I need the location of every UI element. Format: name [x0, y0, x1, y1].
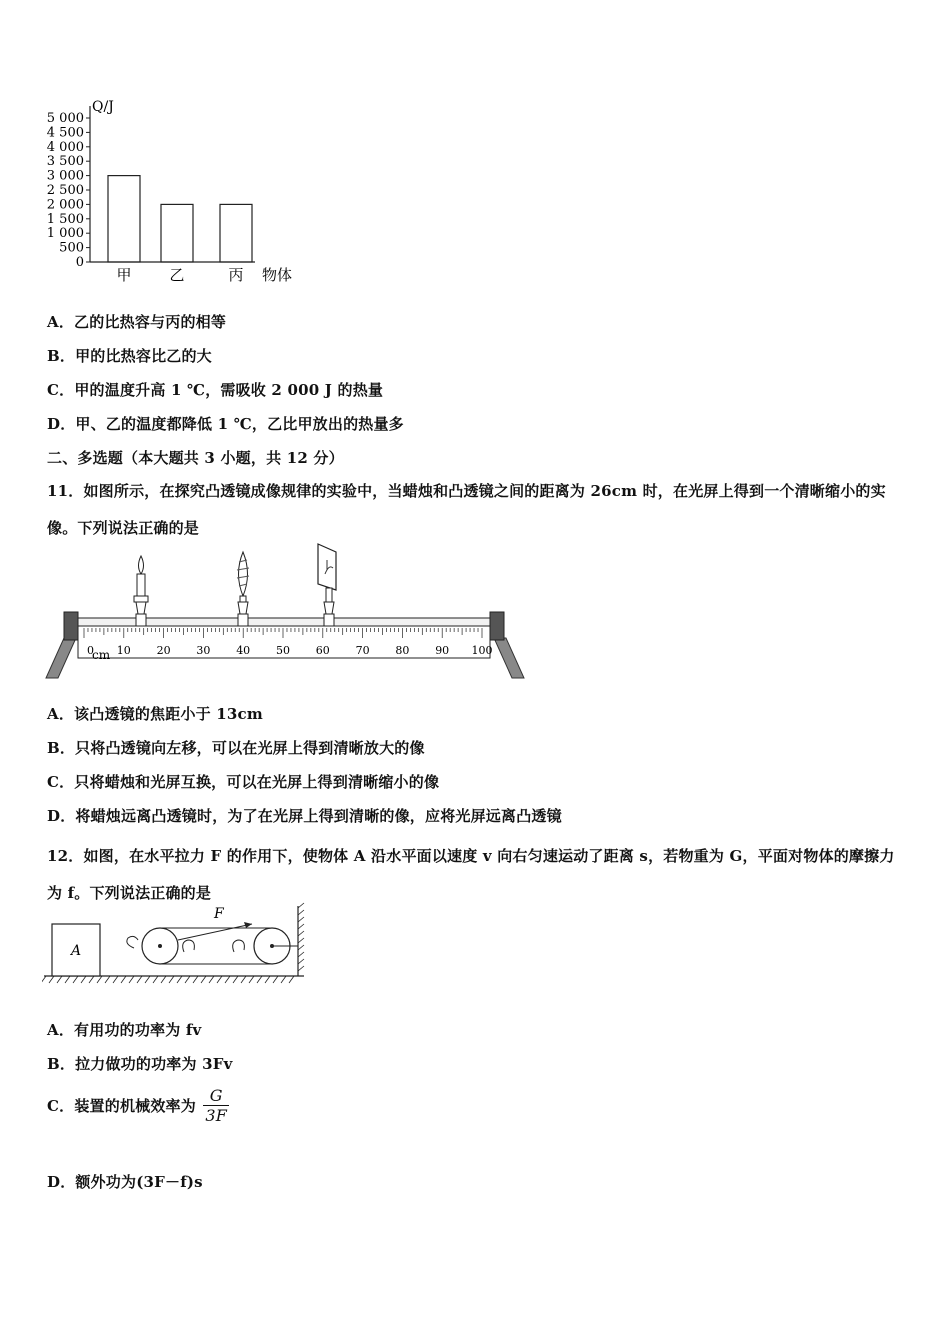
- pulley-figure: [42, 900, 308, 990]
- q11-option-c: C．只将蜡烛和光屏互换，可以在光屏上得到清晰缩小的像: [47, 773, 440, 791]
- q10-option-b: B．甲的比热容比乙的大: [47, 347, 212, 365]
- fraction-numerator: G: [203, 1086, 229, 1106]
- q12-option-c-text: C．装置的机械效率为: [47, 1097, 196, 1115]
- ruler-label: 80: [395, 644, 410, 657]
- heat-bar-chart: [40, 92, 320, 292]
- fraction-denominator: 3F: [205, 1106, 228, 1125]
- hook: [127, 936, 138, 948]
- left-leg: [46, 638, 76, 678]
- x-tick-label: 丙: [228, 266, 244, 284]
- ruler-label: 100: [471, 644, 493, 657]
- q12-option-d: D．额外功为(3F－f)s: [47, 1173, 203, 1191]
- y-axis-ticks: [47, 111, 90, 270]
- ruler-label: 90: [435, 644, 450, 657]
- left-end-block: [64, 612, 78, 640]
- ruler-label: 10: [116, 644, 131, 657]
- block-a-label: A: [71, 943, 82, 959]
- ruler-label: 40: [236, 644, 251, 657]
- bar: [161, 204, 193, 262]
- bar: [108, 176, 140, 262]
- q10-option-d: D．甲、乙的温度都降低 1 ℃，乙比甲放出的热量多: [47, 415, 404, 433]
- ruler-label: 20: [156, 644, 171, 657]
- light-screen: [318, 544, 336, 626]
- x-axis-label: 物体: [262, 266, 293, 284]
- q12-stem: 12．如图，在水平拉力 F 的作用下，使物体 A 沿水平面以速度 v 向右匀速运动了距离 s，若物重为 G，平面对物体的摩擦力为 f。下列说法正确的是: [47, 847, 895, 902]
- ruler-label: 50: [276, 644, 290, 657]
- force-label: F: [214, 906, 224, 922]
- q12-option-b: B．拉力做功的功率为 3Fv: [47, 1055, 233, 1073]
- y-tick-label: 3 000: [46, 168, 84, 184]
- section-heading: 二、多选题（本大题共 3 小题，共 12 分）: [47, 449, 344, 467]
- efficiency-fraction: [203, 1086, 229, 1125]
- q10-option-a: A．乙的比热容与丙的相等: [47, 313, 227, 331]
- x-tick-label: 甲: [116, 266, 132, 284]
- q11-option-b: B．只将凸透镜向左移，可以在光屏上得到清晰放大的像: [47, 739, 425, 757]
- q12-option-c: [47, 1086, 229, 1125]
- y-tick-label: 2 000: [46, 197, 84, 213]
- ruler-label: 60: [315, 644, 330, 657]
- bar: [220, 204, 252, 262]
- y-axis-label: Q/J: [92, 99, 114, 115]
- ruler-unit: cm: [92, 648, 111, 662]
- q11-option-d: D．将蜡烛远离凸透镜时，为了在光屏上得到清晰的像，应将光屏远离凸透镜: [47, 807, 562, 825]
- ruler-label: 0: [87, 644, 94, 657]
- y-tick-label: 1 500: [46, 211, 84, 227]
- y-tick-label: 4 000: [46, 139, 84, 155]
- y-tick-label: 500: [59, 240, 84, 256]
- candle: [134, 556, 148, 626]
- q10-option-c: C．甲的温度升高 1 ℃，需吸收 2 000 J 的热量: [47, 381, 384, 399]
- bars: [108, 176, 252, 262]
- ruler-label: 30: [196, 644, 211, 657]
- optical-bench-figure: [44, 538, 526, 684]
- y-tick-label: 1 000: [46, 226, 84, 242]
- y-tick-label: 2 500: [46, 183, 84, 198]
- q12-option-a: A．有用功的功率为 fv: [47, 1021, 202, 1039]
- wall-hatch: [298, 903, 304, 971]
- y-tick-label: 4 500: [46, 125, 84, 141]
- right-end-block: [490, 612, 504, 640]
- q11-stem: 11．如图所示，在探究凸透镜成像规律的实验中，当蜡烛和凸透镜之间的距离为 26cm 时，在光屏上得到一个清晰缩小的实像。下列说法正确的是: [47, 482, 886, 537]
- convex-lens: [237, 552, 249, 626]
- x-tick-label: 乙: [169, 266, 185, 284]
- ground-hatch: [42, 976, 294, 983]
- y-tick-label: 0: [75, 255, 84, 270]
- y-tick-label: 3 500: [46, 154, 84, 170]
- ruler-label: 70: [355, 644, 370, 657]
- right-leg: [494, 638, 524, 678]
- y-tick-label: 5 000: [46, 111, 84, 126]
- q11-option-a: A．该凸透镜的焦距小于 13cm: [47, 705, 263, 723]
- x-axis-labels: [116, 266, 243, 284]
